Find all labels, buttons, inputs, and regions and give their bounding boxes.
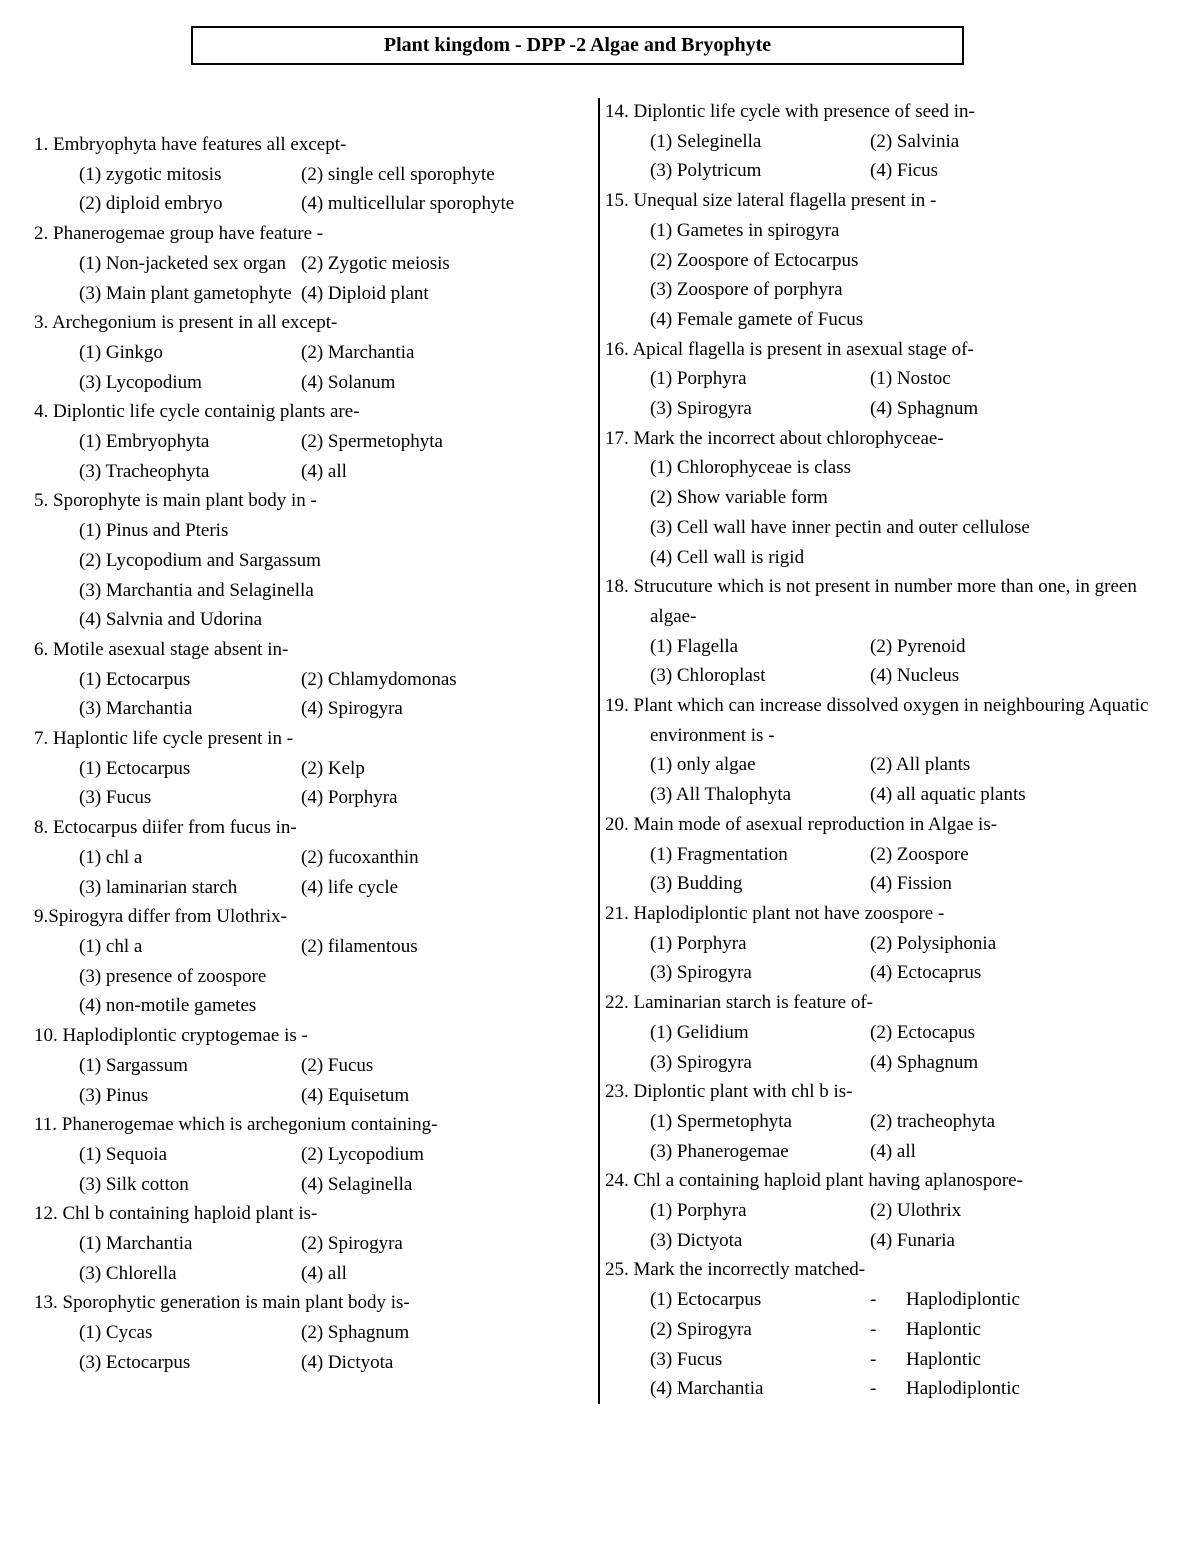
match-dash: -	[870, 1289, 877, 1311]
match-dash: -	[870, 1378, 877, 1400]
page-title-box	[191, 26, 964, 65]
answer-row	[605, 780, 1185, 810]
answer-option: (1) Sargassum	[79, 1054, 188, 1076]
match-value: Haplodiplontic	[906, 1378, 1020, 1400]
answer-option: (2) single cell sporophyte	[301, 163, 495, 185]
answer-option: (2) All plants	[870, 754, 971, 776]
answer-option: (1) Pinus and Pteris	[79, 520, 229, 542]
answer-option: (2) Salvinia	[870, 130, 960, 152]
answer-row	[34, 1170, 589, 1200]
answer-option: (1) zygotic mitosis	[79, 163, 222, 185]
question-block	[34, 130, 589, 219]
answer-row	[34, 1140, 589, 1170]
answer-option: (3) Marchantia	[79, 698, 193, 720]
answer-option: (3) Zoospore of porphyra	[650, 279, 843, 301]
question-text: 25. Mark the incorrectly matched-	[605, 1259, 866, 1281]
question-block	[34, 486, 589, 635]
answer-option: (2) Kelp	[301, 757, 365, 779]
answer-option: (1) Ginkgo	[79, 341, 163, 363]
answer-option: (3) Dictyota	[650, 1229, 743, 1251]
answer-option: (1) Seleginella	[650, 130, 762, 152]
question-text: 20. Main mode of asexual reproduction in Algae is-	[605, 813, 998, 835]
answer-row	[605, 958, 1185, 988]
answer-option: (1) Nostoc	[870, 368, 951, 390]
answer-option: (4) Diploid plant	[301, 282, 429, 304]
answer-option: (2) Marchantia	[301, 341, 415, 363]
question-block	[605, 988, 1185, 1077]
answer-row	[605, 364, 1185, 394]
question-block	[34, 397, 589, 486]
match-option: (4) Marchantia	[650, 1378, 764, 1400]
question-block	[605, 186, 1185, 335]
answer-row	[605, 1107, 1185, 1137]
answer-option: (1) Spermetophyta	[650, 1110, 792, 1132]
answer-row	[34, 1318, 589, 1348]
answer-row	[605, 1018, 1185, 1048]
answer-option: (4) Sphagnum	[870, 398, 979, 420]
answer-option: (2) Sphagnum	[301, 1322, 410, 1344]
question-block	[34, 1021, 589, 1110]
answer-option: (4) all aquatic plants	[870, 784, 1026, 806]
page-title: Plant kingdom - DPP -2 Algae and Bryophyte	[383, 34, 772, 56]
answer-row	[34, 1229, 589, 1259]
answer-option: (2) filamentous	[301, 935, 418, 957]
answer-option: (1) Ectocarpus	[79, 668, 191, 690]
answer-option: (3) Spirogyra	[650, 398, 752, 420]
answer-row	[605, 632, 1185, 662]
answer-option: (3) Lycopodium	[79, 371, 202, 393]
question-block	[605, 335, 1185, 424]
question-block	[605, 97, 1185, 186]
answer-row	[34, 368, 589, 398]
answer-option: (1) Ectocarpus	[79, 757, 191, 779]
answer-row	[605, 840, 1185, 870]
answer-row	[34, 873, 589, 903]
answer-option: (1) Porphyra	[650, 1200, 747, 1222]
answer-option: (1) Flagella	[650, 635, 739, 657]
answer-option: (2) Spirogyra	[301, 1233, 403, 1255]
answer-option: (4) Funaria	[870, 1229, 955, 1251]
answer-row	[34, 1081, 589, 1111]
match-value: Haplodiplontic	[906, 1289, 1020, 1311]
question-block	[605, 1077, 1185, 1166]
answer-option: (2) Pyrenoid	[870, 635, 966, 657]
answer-row	[605, 661, 1185, 691]
answer-option: (3) Cell wall have inner pectin and outer cellulose	[650, 516, 1030, 538]
question-block	[605, 1255, 1185, 1404]
answer-option: (4) Solanum	[301, 371, 396, 393]
answer-option: (1) Fragmentation	[650, 843, 788, 865]
answer-row	[605, 1226, 1185, 1256]
answer-row	[34, 279, 589, 309]
answer-row	[605, 1196, 1185, 1226]
answer-option: (4) Ectocaprus	[870, 962, 982, 984]
answer-option: (4) life cycle	[301, 876, 399, 898]
answer-option: (3) Polytricum	[650, 160, 762, 182]
answer-option: (1) Porphyra	[650, 932, 747, 954]
answer-option: (2) Zoospore	[870, 843, 969, 865]
answer-option: (2) fucoxanthin	[301, 846, 419, 868]
question-text: 8. Ectocarpus diifer from fucus in-	[34, 817, 297, 839]
answer-option: (4) Porphyra	[301, 787, 398, 809]
answer-row	[34, 932, 589, 962]
column-divider	[598, 98, 600, 1404]
answer-option: (2) tracheophyta	[870, 1110, 996, 1132]
answer-option: (3) Tracheophyta	[79, 460, 210, 482]
question-block	[34, 813, 589, 902]
question-block	[34, 724, 589, 813]
question-block	[34, 1288, 589, 1377]
answer-option: (4) Fission	[870, 873, 952, 895]
answer-row	[605, 1048, 1185, 1078]
answer-row	[34, 694, 589, 724]
answer-option: (2) Ulothrix	[870, 1200, 962, 1222]
question-block	[34, 308, 589, 397]
question-block	[605, 424, 1185, 573]
match-value: Haplontic	[906, 1318, 981, 1340]
answer-option: (3) Silk cotton	[79, 1173, 189, 1195]
question-block	[34, 1199, 589, 1288]
question-text: 17. Mark the incorrect about chlorophyceae-	[605, 427, 944, 449]
answer-row	[605, 869, 1185, 899]
answer-option: (3) Budding	[650, 873, 743, 895]
answer-option: (3) Main plant gametophyte	[79, 282, 292, 304]
match-value: Haplontic	[906, 1348, 981, 1370]
answer-row	[605, 394, 1185, 424]
answer-option: (1) Marchantia	[79, 1233, 193, 1255]
answer-option: (1) Non-jacketed sex organ	[79, 252, 286, 274]
question-text: 14. Diplontic life cycle with presence of seed in-	[605, 101, 975, 122]
answer-option: (1) Sequoia	[79, 1143, 168, 1165]
answer-option: (4) Ficus	[870, 160, 939, 182]
question-block	[34, 635, 589, 724]
answer-option: (3) All Thalophyta	[650, 784, 792, 806]
answer-option: (2) Lycopodium and Sargassum	[79, 549, 321, 571]
answer-option: (1) Embryophyta	[79, 431, 210, 453]
answer-row	[34, 427, 589, 457]
answer-option: (3) Spirogyra	[650, 962, 752, 984]
question-text: 2. Phanerogemae group have feature -	[34, 223, 324, 245]
question-text: 5. Sporophyte is main plant body in -	[34, 490, 317, 512]
answer-option: (4) Salvnia and Udorina	[79, 609, 263, 631]
answer-option: (3) laminarian starch	[79, 876, 238, 898]
question-text: 22. Laminarian starch is feature of-	[605, 992, 873, 1014]
answer-option: (4) all	[301, 460, 347, 482]
answer-option: (4) Cell wall is rigid	[650, 546, 805, 568]
answer-option: (4) Dictyota	[301, 1351, 394, 1373]
question-text: 16. Apical flagella is present in asexual stage of-	[605, 338, 974, 360]
question-text: 6. Motile asexual stage absent in-	[34, 638, 289, 660]
question-block	[34, 902, 589, 1021]
question-text: 1. Embryophyta have features all except-	[34, 134, 347, 155]
answer-option: (4) Spirogyra	[301, 698, 403, 720]
answer-option: (2) Chlamydomonas	[301, 668, 457, 690]
right-column	[605, 97, 1185, 1404]
question-text: 11. Phanerogemae which is archegonium containing-	[34, 1114, 438, 1136]
answer-row	[34, 843, 589, 873]
answer-option: (2) Zygotic meiosis	[301, 252, 450, 274]
answer-option: (4) non-motile gametes	[79, 995, 257, 1017]
answer-option: (1) Gametes in spirogyra	[650, 219, 840, 241]
question-block	[605, 572, 1185, 691]
answer-option: (4) Equisetum	[301, 1084, 410, 1106]
question-block	[34, 1110, 589, 1199]
answer-option: (2) diploid embryo	[79, 193, 223, 215]
question-block	[605, 810, 1185, 899]
answer-row	[34, 665, 589, 695]
match-row	[605, 1374, 1185, 1404]
match-dash: -	[870, 1318, 877, 1340]
answer-option: (2) Fucus	[301, 1054, 374, 1076]
answer-option: (4) Nucleus	[870, 665, 960, 687]
answer-row	[34, 1051, 589, 1081]
answer-option: (2) Zoospore of Ectocarpus	[650, 249, 859, 271]
answer-option: (4) multicellular sporophyte	[301, 193, 515, 215]
question-text: 19. Plant which can increase dissolved oxygen in neighbouring Aquatic environment is -	[605, 695, 1149, 746]
answer-option: (4) Sphagnum	[870, 1051, 979, 1073]
answer-option: (1) chl a	[79, 846, 143, 868]
answer-option: (1) Chlorophyceae is class	[650, 457, 852, 479]
question-text: 10. Haplodiplontic cryptogemae is -	[34, 1025, 308, 1047]
question-text: 18. Strucuture which is not present in number more than one, in green algae-	[605, 576, 1137, 627]
answer-option: (1) Gelidium	[650, 1021, 749, 1043]
answer-option: (1) chl a	[79, 935, 143, 957]
question-block	[605, 899, 1185, 988]
question-text: 24. Chl a containing haploid plant having aplanospore-	[605, 1170, 1023, 1192]
answer-row	[605, 156, 1185, 186]
match-row	[605, 1345, 1185, 1375]
answer-row	[34, 1348, 589, 1378]
answer-row	[34, 338, 589, 368]
question-text: 15. Unequal size lateral flagella present in -	[605, 190, 937, 212]
answer-option: (4) all	[301, 1262, 347, 1284]
answer-option: (1) Porphyra	[650, 368, 747, 390]
answer-option: (3) Fucus	[79, 787, 152, 809]
answer-option: (3) Pinus	[79, 1084, 149, 1106]
answer-row	[34, 457, 589, 487]
answer-row	[34, 249, 589, 279]
answer-option: (4) Female gamete of Fucus	[650, 308, 864, 330]
question-text: 9.Spirogyra differ from Ulothrix-	[34, 906, 287, 928]
question-text: 12. Chl b containing haploid plant is-	[34, 1203, 318, 1225]
answer-option: (2) Ectocapus	[870, 1021, 975, 1043]
answer-option: (3) Spirogyra	[650, 1051, 752, 1073]
answer-option: (3) Marchantia and Selaginella	[79, 579, 314, 601]
match-option: (2) Spirogyra	[650, 1318, 752, 1340]
question-block	[605, 1166, 1185, 1255]
match-option: (1) Ectocarpus	[650, 1289, 762, 1311]
answer-row	[34, 160, 589, 190]
answer-option: (3) Chlorella	[79, 1262, 177, 1284]
question-text: 4. Diplontic life cycle containig plants are-	[34, 401, 360, 423]
question-text: 13. Sporophytic generation is main plant body is-	[34, 1292, 410, 1314]
answer-row	[605, 127, 1185, 157]
question-block	[605, 691, 1185, 810]
answer-row	[34, 754, 589, 784]
answer-option: (3) presence of zoospore	[79, 965, 267, 987]
answer-option: (2) Lycopodium	[301, 1143, 424, 1165]
question-text: 23. Diplontic plant with chl b is-	[605, 1081, 853, 1103]
answer-option: (4) Selaginella	[301, 1173, 413, 1195]
answer-option: (3) Phanerogemae	[650, 1140, 789, 1162]
answer-row	[605, 750, 1185, 780]
question-text: 21. Haplodiplontic plant not have zoospore -	[605, 902, 945, 924]
match-option: (3) Fucus	[650, 1348, 723, 1370]
answer-option: (1) only algae	[650, 754, 756, 776]
answer-option: (4) all	[870, 1140, 916, 1162]
match-row	[605, 1315, 1185, 1345]
answer-option: (3) Chloroplast	[650, 665, 766, 687]
match-row	[605, 1285, 1185, 1315]
answer-row	[34, 1259, 589, 1289]
answer-option: (2) Polysiphonia	[870, 932, 997, 954]
left-column	[34, 130, 589, 1378]
match-dash: -	[870, 1348, 877, 1370]
answer-option: (3) Ectocarpus	[79, 1351, 191, 1373]
answer-row	[34, 189, 589, 219]
question-text: 3. Archegonium is present in all except-	[34, 312, 338, 334]
answer-option: (2) Spermetophyta	[301, 431, 443, 453]
question-block	[34, 219, 589, 308]
answer-option: (1) Cycas	[79, 1322, 153, 1344]
question-text: 7. Haplontic life cycle present in -	[34, 728, 294, 750]
answer-row	[605, 1137, 1185, 1167]
answer-row	[605, 929, 1185, 959]
answer-option: (2) Show variable form	[650, 487, 828, 509]
answer-row	[34, 783, 589, 813]
